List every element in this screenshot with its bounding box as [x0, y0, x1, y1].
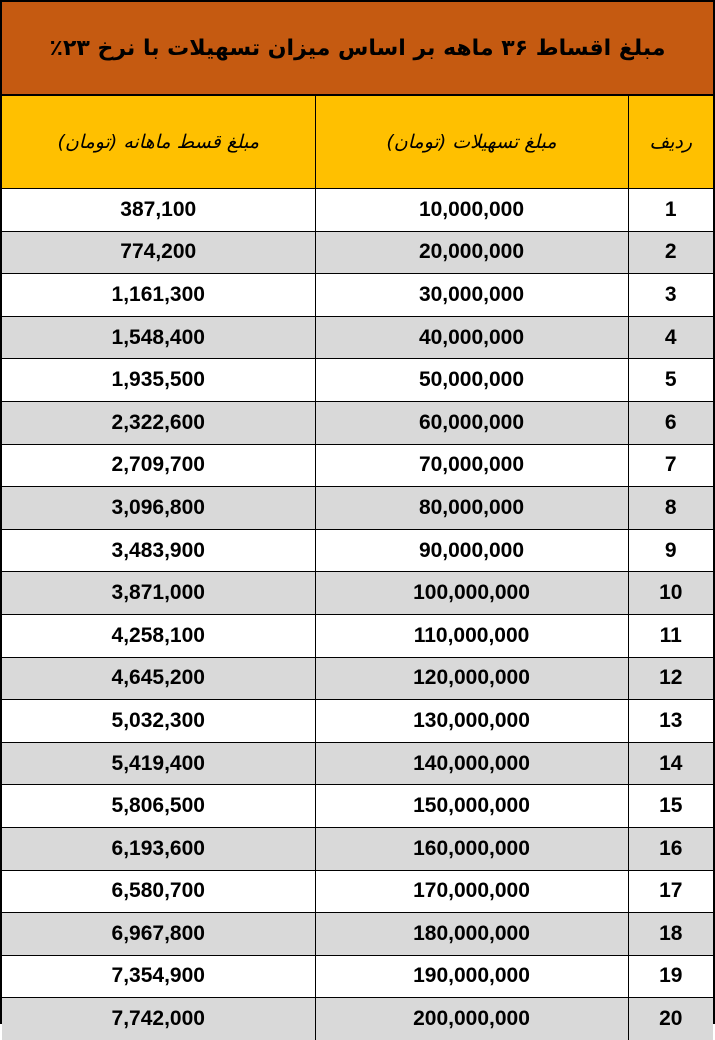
cell-row-number: 11: [628, 614, 713, 657]
table-row: [2, 189, 713, 232]
cell-loan-amount: 120,000,000: [315, 657, 628, 700]
cell-monthly-installment: 6,967,800: [2, 913, 315, 956]
cell-loan-amount: 200,000,000: [315, 998, 628, 1040]
table-row: [2, 572, 713, 615]
cell-loan-amount: 70,000,000: [315, 444, 628, 487]
cell-loan-amount: 190,000,000: [315, 955, 628, 998]
cell-row-number: 15: [628, 785, 713, 828]
cell-row-number: 6: [628, 401, 713, 444]
cell-loan-amount: 130,000,000: [315, 700, 628, 743]
cell-monthly-installment: 7,742,000: [2, 998, 315, 1040]
cell-monthly-installment: 6,193,600: [2, 827, 315, 870]
installment-table: [2, 96, 713, 1040]
table-row: [2, 700, 713, 743]
table-row: [2, 529, 713, 572]
header-row-number: ردیف: [628, 96, 713, 189]
cell-loan-amount: 180,000,000: [315, 913, 628, 956]
table-row: [2, 274, 713, 317]
cell-monthly-installment: 1,548,400: [2, 316, 315, 359]
cell-loan-amount: 10,000,000: [315, 189, 628, 232]
cell-monthly-installment: 5,032,300: [2, 700, 315, 743]
cell-loan-amount: 50,000,000: [315, 359, 628, 402]
cell-monthly-installment: 3,096,800: [2, 487, 315, 530]
cell-monthly-installment: 1,935,500: [2, 359, 315, 402]
cell-row-number: 1: [628, 189, 713, 232]
table-header: [2, 96, 713, 189]
table-row: [2, 614, 713, 657]
table-body: [2, 189, 713, 1040]
table-row: [2, 827, 713, 870]
cell-monthly-installment: 2,709,700: [2, 444, 315, 487]
table-row: [2, 742, 713, 785]
cell-row-number: 18: [628, 913, 713, 956]
cell-row-number: 8: [628, 487, 713, 530]
cell-monthly-installment: 5,806,500: [2, 785, 315, 828]
cell-monthly-installment: 3,483,900: [2, 529, 315, 572]
cell-row-number: 13: [628, 700, 713, 743]
cell-monthly-installment: 1,161,300: [2, 274, 315, 317]
cell-loan-amount: 40,000,000: [315, 316, 628, 359]
cell-monthly-installment: 3,871,000: [2, 572, 315, 615]
table-row: [2, 657, 713, 700]
cell-row-number: 3: [628, 274, 713, 317]
cell-row-number: 17: [628, 870, 713, 913]
cell-loan-amount: 20,000,000: [315, 231, 628, 274]
cell-row-number: 16: [628, 827, 713, 870]
cell-monthly-installment: 774,200: [2, 231, 315, 274]
table-row: [2, 444, 713, 487]
cell-loan-amount: 150,000,000: [315, 785, 628, 828]
table-row: [2, 359, 713, 402]
cell-row-number: 19: [628, 955, 713, 998]
table-row: [2, 487, 713, 530]
cell-row-number: 9: [628, 529, 713, 572]
cell-loan-amount: 30,000,000: [315, 274, 628, 317]
cell-monthly-installment: 4,258,100: [2, 614, 315, 657]
table-row: [2, 401, 713, 444]
table-row: [2, 913, 713, 956]
cell-monthly-installment: 5,419,400: [2, 742, 315, 785]
table-row: [2, 231, 713, 274]
cell-loan-amount: 170,000,000: [315, 870, 628, 913]
cell-loan-amount: 80,000,000: [315, 487, 628, 530]
table-row: [2, 998, 713, 1040]
cell-monthly-installment: 387,100: [2, 189, 315, 232]
cell-monthly-installment: 7,354,900: [2, 955, 315, 998]
cell-monthly-installment: 2,322,600: [2, 401, 315, 444]
table-row: [2, 316, 713, 359]
cell-row-number: 4: [628, 316, 713, 359]
cell-loan-amount: 100,000,000: [315, 572, 628, 615]
cell-monthly-installment: 6,580,700: [2, 870, 315, 913]
header-monthly-installment: مبلغ قسط ماهانه (تومان): [2, 96, 315, 189]
cell-row-number: 5: [628, 359, 713, 402]
cell-loan-amount: 90,000,000: [315, 529, 628, 572]
cell-row-number: 10: [628, 572, 713, 615]
header-row: [2, 96, 713, 189]
cell-row-number: 14: [628, 742, 713, 785]
cell-loan-amount: 160,000,000: [315, 827, 628, 870]
cell-monthly-installment: 4,645,200: [2, 657, 315, 700]
title-bar: [2, 2, 713, 96]
cell-row-number: 2: [628, 231, 713, 274]
header-loan-amount: مبلغ تسهیلات (تومان): [315, 96, 628, 189]
cell-row-number: 20: [628, 998, 713, 1040]
cell-row-number: 7: [628, 444, 713, 487]
cell-loan-amount: 140,000,000: [315, 742, 628, 785]
cell-loan-amount: 110,000,000: [315, 614, 628, 657]
page-title: مبلغ اقساط ۳۶ ماهه بر اساس میزان تسهیلات با نرخ ۲۳٪: [49, 35, 666, 61]
table-row: [2, 955, 713, 998]
table-row: [2, 785, 713, 828]
cell-loan-amount: 60,000,000: [315, 401, 628, 444]
cell-row-number: 12: [628, 657, 713, 700]
table-row: [2, 870, 713, 913]
